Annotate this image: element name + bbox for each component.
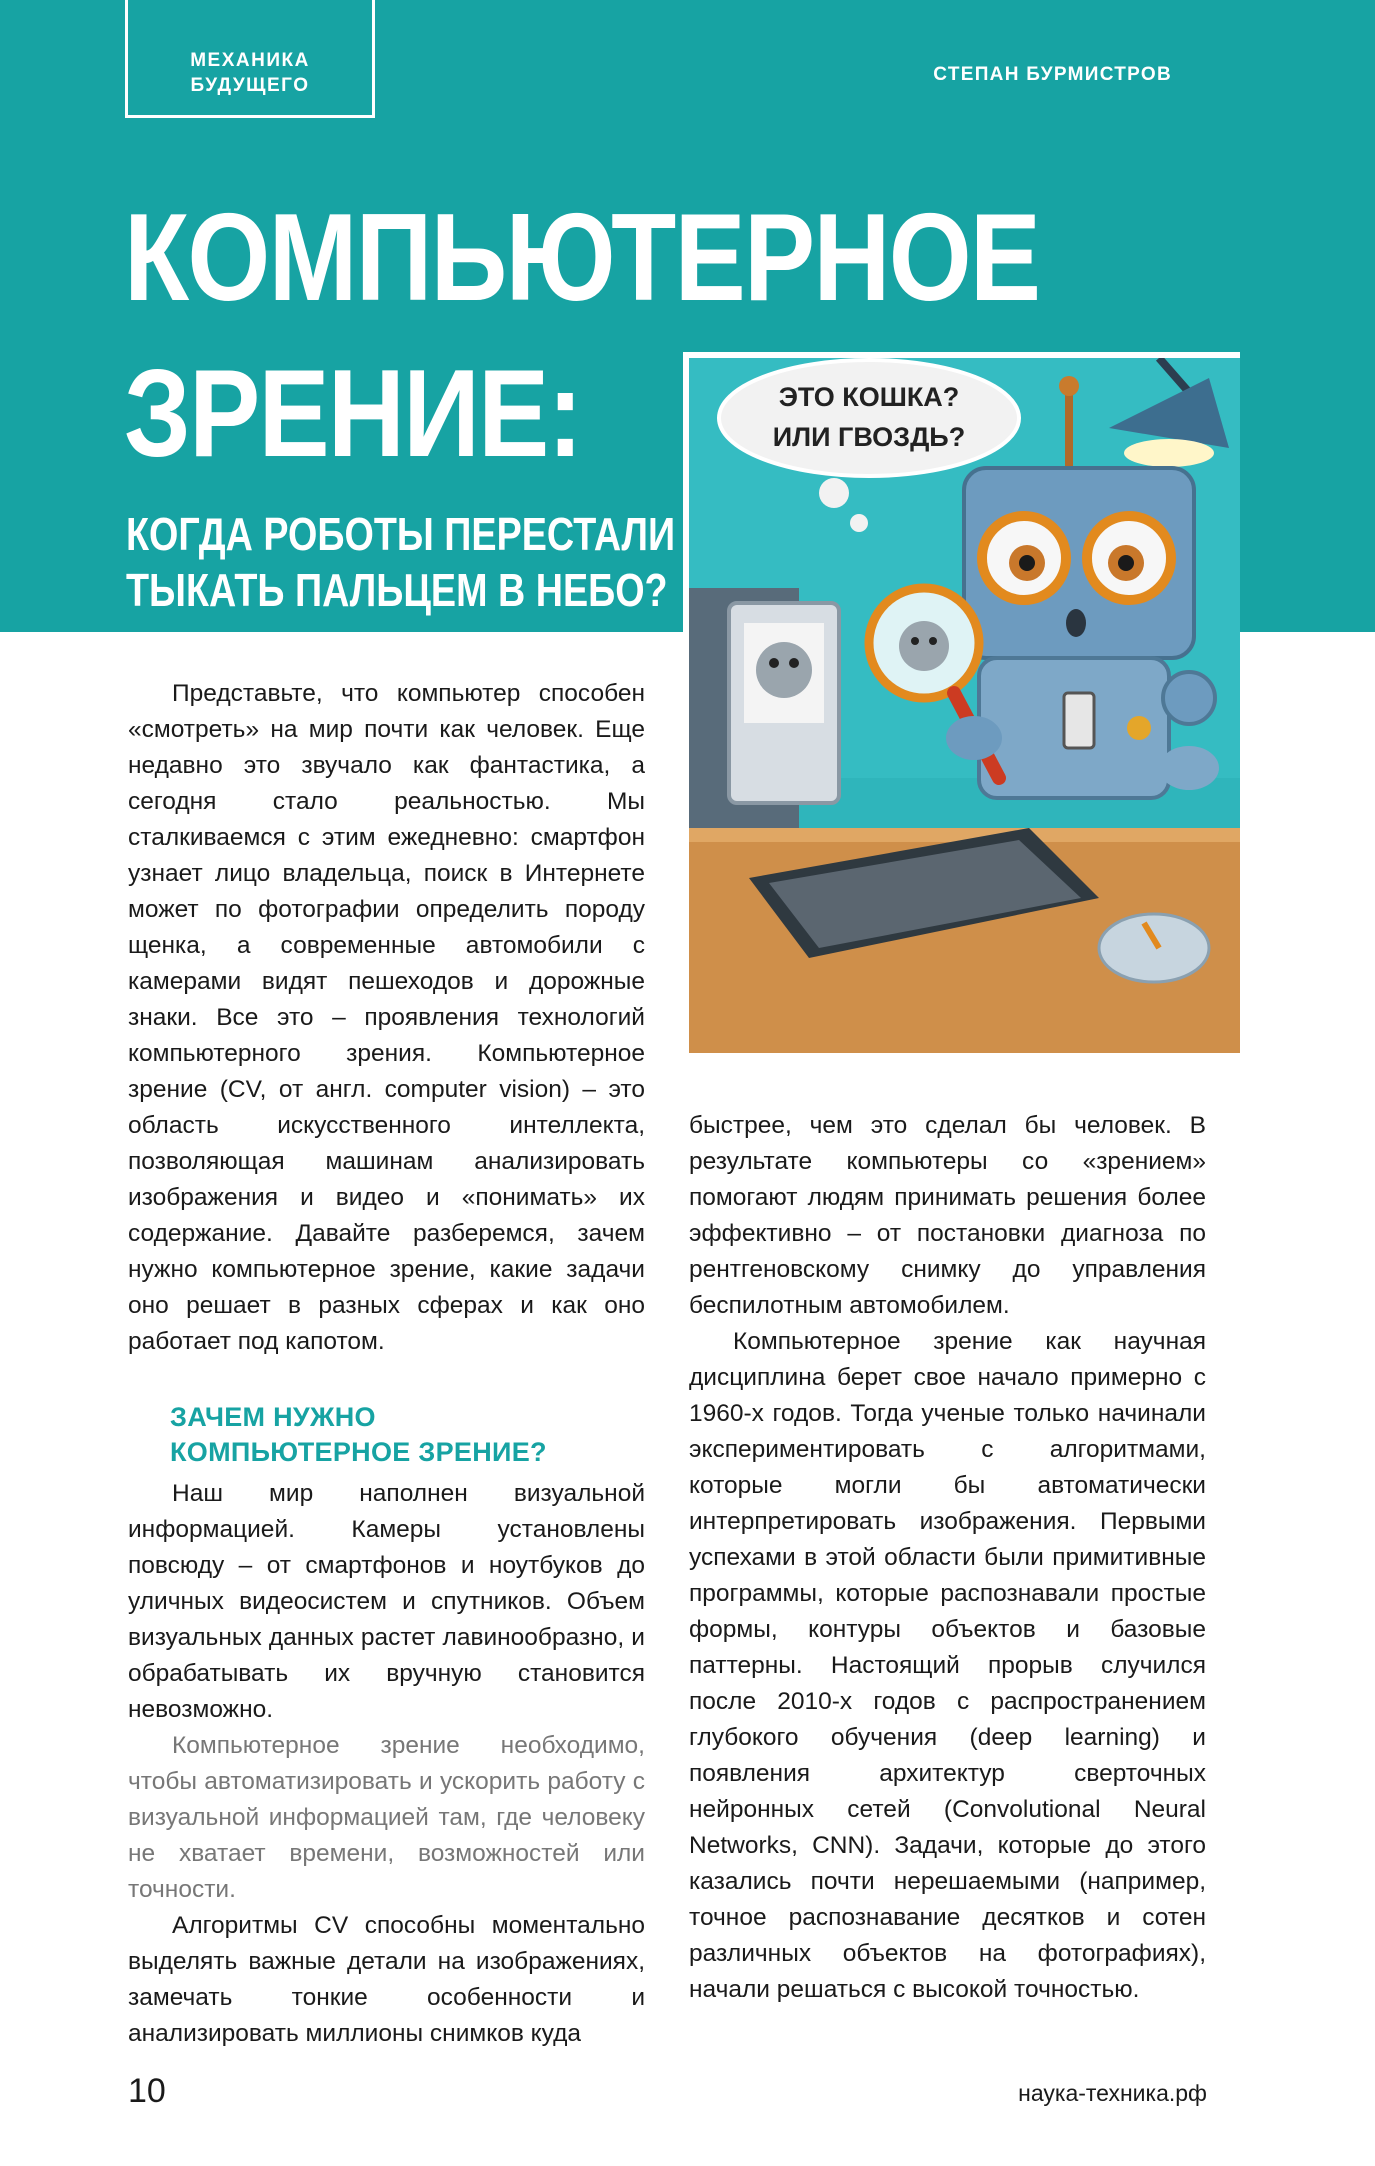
intro-paragraph: Представьте, что компьютер способен «смотреть» на мир почти как человек. Еще недавно это звучало как фантастика, а сегодня стало реальностью. Мы сталкиваемся с этим ежедневно: смартфон узнает лицо владельца, поиск в Интернете может по фотографии определить породу щенка, а современные автомобили с камерами видят пешеходов и дорожные знаки. Все это – проявления технологий компьютерного зрения. Компьютерное зрение (CV, от англ. computer vision) – это область искусственного интеллекта, позволяющая машинам анализировать изображения и видео и «понимать» их содержание. Давайте разберемся, зачем нужно компьютерное зрение, какие задачи оно решает в разных сферах и как оно работает под капотом. — [128, 680, 645, 1355]
left-column — [128, 676, 645, 2052]
rubric-box — [125, 0, 375, 118]
author-name: СТЕПАН БУРМИСТРОВ — [933, 64, 1172, 85]
highlight-paragraph: Компьютерное зрение необходимо, чтобы автоматизировать и ускорить работу с визуальной информацией там, где человеку не хватает времени, возможностей или точности. — [128, 1732, 645, 1903]
robot-head — [964, 468, 1194, 658]
bubble-line1: ЭТО КОШКА? — [778, 382, 960, 412]
page-number: 10 — [128, 2072, 166, 2110]
continuation-paragraph: быстрее, чем это сделал бы человек. В результате компьютеры со «зрением» помогают людям принимать решения более эффективно – от постановки диагноза по рентгеновскому снимку до управления беспилотным автомобилем. — [689, 1112, 1206, 1319]
body-paragraph-1: Наш мир наполнен визуальной информацией. Камеры установлены повсюду – от смартфонов и ноутбуков до уличных видеосистем и спутников. Объем визуальных данных растет лавинообразно, и обрабатывать их вручную становится невозможно. — [128, 1480, 645, 1723]
article-title: КОМПЬЮТЕРНОЕ ЗРЕНИЕ: — [124, 189, 1040, 483]
body-paragraph-2: Алгоритмы CV способны моментально выделять важные детали на изображениях, замечать тонкие особенности и анализировать миллионы снимков куда — [128, 1912, 645, 2047]
history-paragraph: Компьютерное зрение как научная дисциплина берет свое начало примерно с 1960-х годов. Тогда ученые только начинали экспериментировать с алгоритмами, которые могли бы автоматически интерпретировать изображения. Первыми успехами в этой области были примитивные программы, которые распознавали простые формы, контуры объектов и базовые паттерны. Настоящий прорыв случился после 2010-х годов с распространением глубокого обучения (deep learning) и появления архитектур сверточных нейронных сетей (Convolutional Neural Networks, CNN). Задачи, которые до этого казались почти нерешаемыми (например, точное распознавание десятков и сотен различных объектов на фотографиях), начали решаться с высокой точностью. — [689, 1328, 1206, 2003]
robot-illustration — [683, 352, 1240, 1053]
mouse-icon — [1099, 914, 1209, 982]
section-heading: ЗАЧЕМ НУЖНО КОМПЬЮТЕРНОЕ ЗРЕНИЕ? — [170, 1402, 547, 1467]
article-subtitle: КОГДА РОБОТЫ ПЕРЕСТАЛИ ТЫКАТЬ ПАЛЬЦЕМ В НЕБО? — [126, 508, 676, 616]
site-url: наука-техника.рф — [1018, 2080, 1207, 2106]
bubble-line2: ИЛИ ГВОЗДЬ? — [772, 422, 966, 452]
rubric-label: МЕХАНИКА БУДУЩЕГО — [190, 49, 310, 97]
right-column — [689, 1108, 1206, 2008]
